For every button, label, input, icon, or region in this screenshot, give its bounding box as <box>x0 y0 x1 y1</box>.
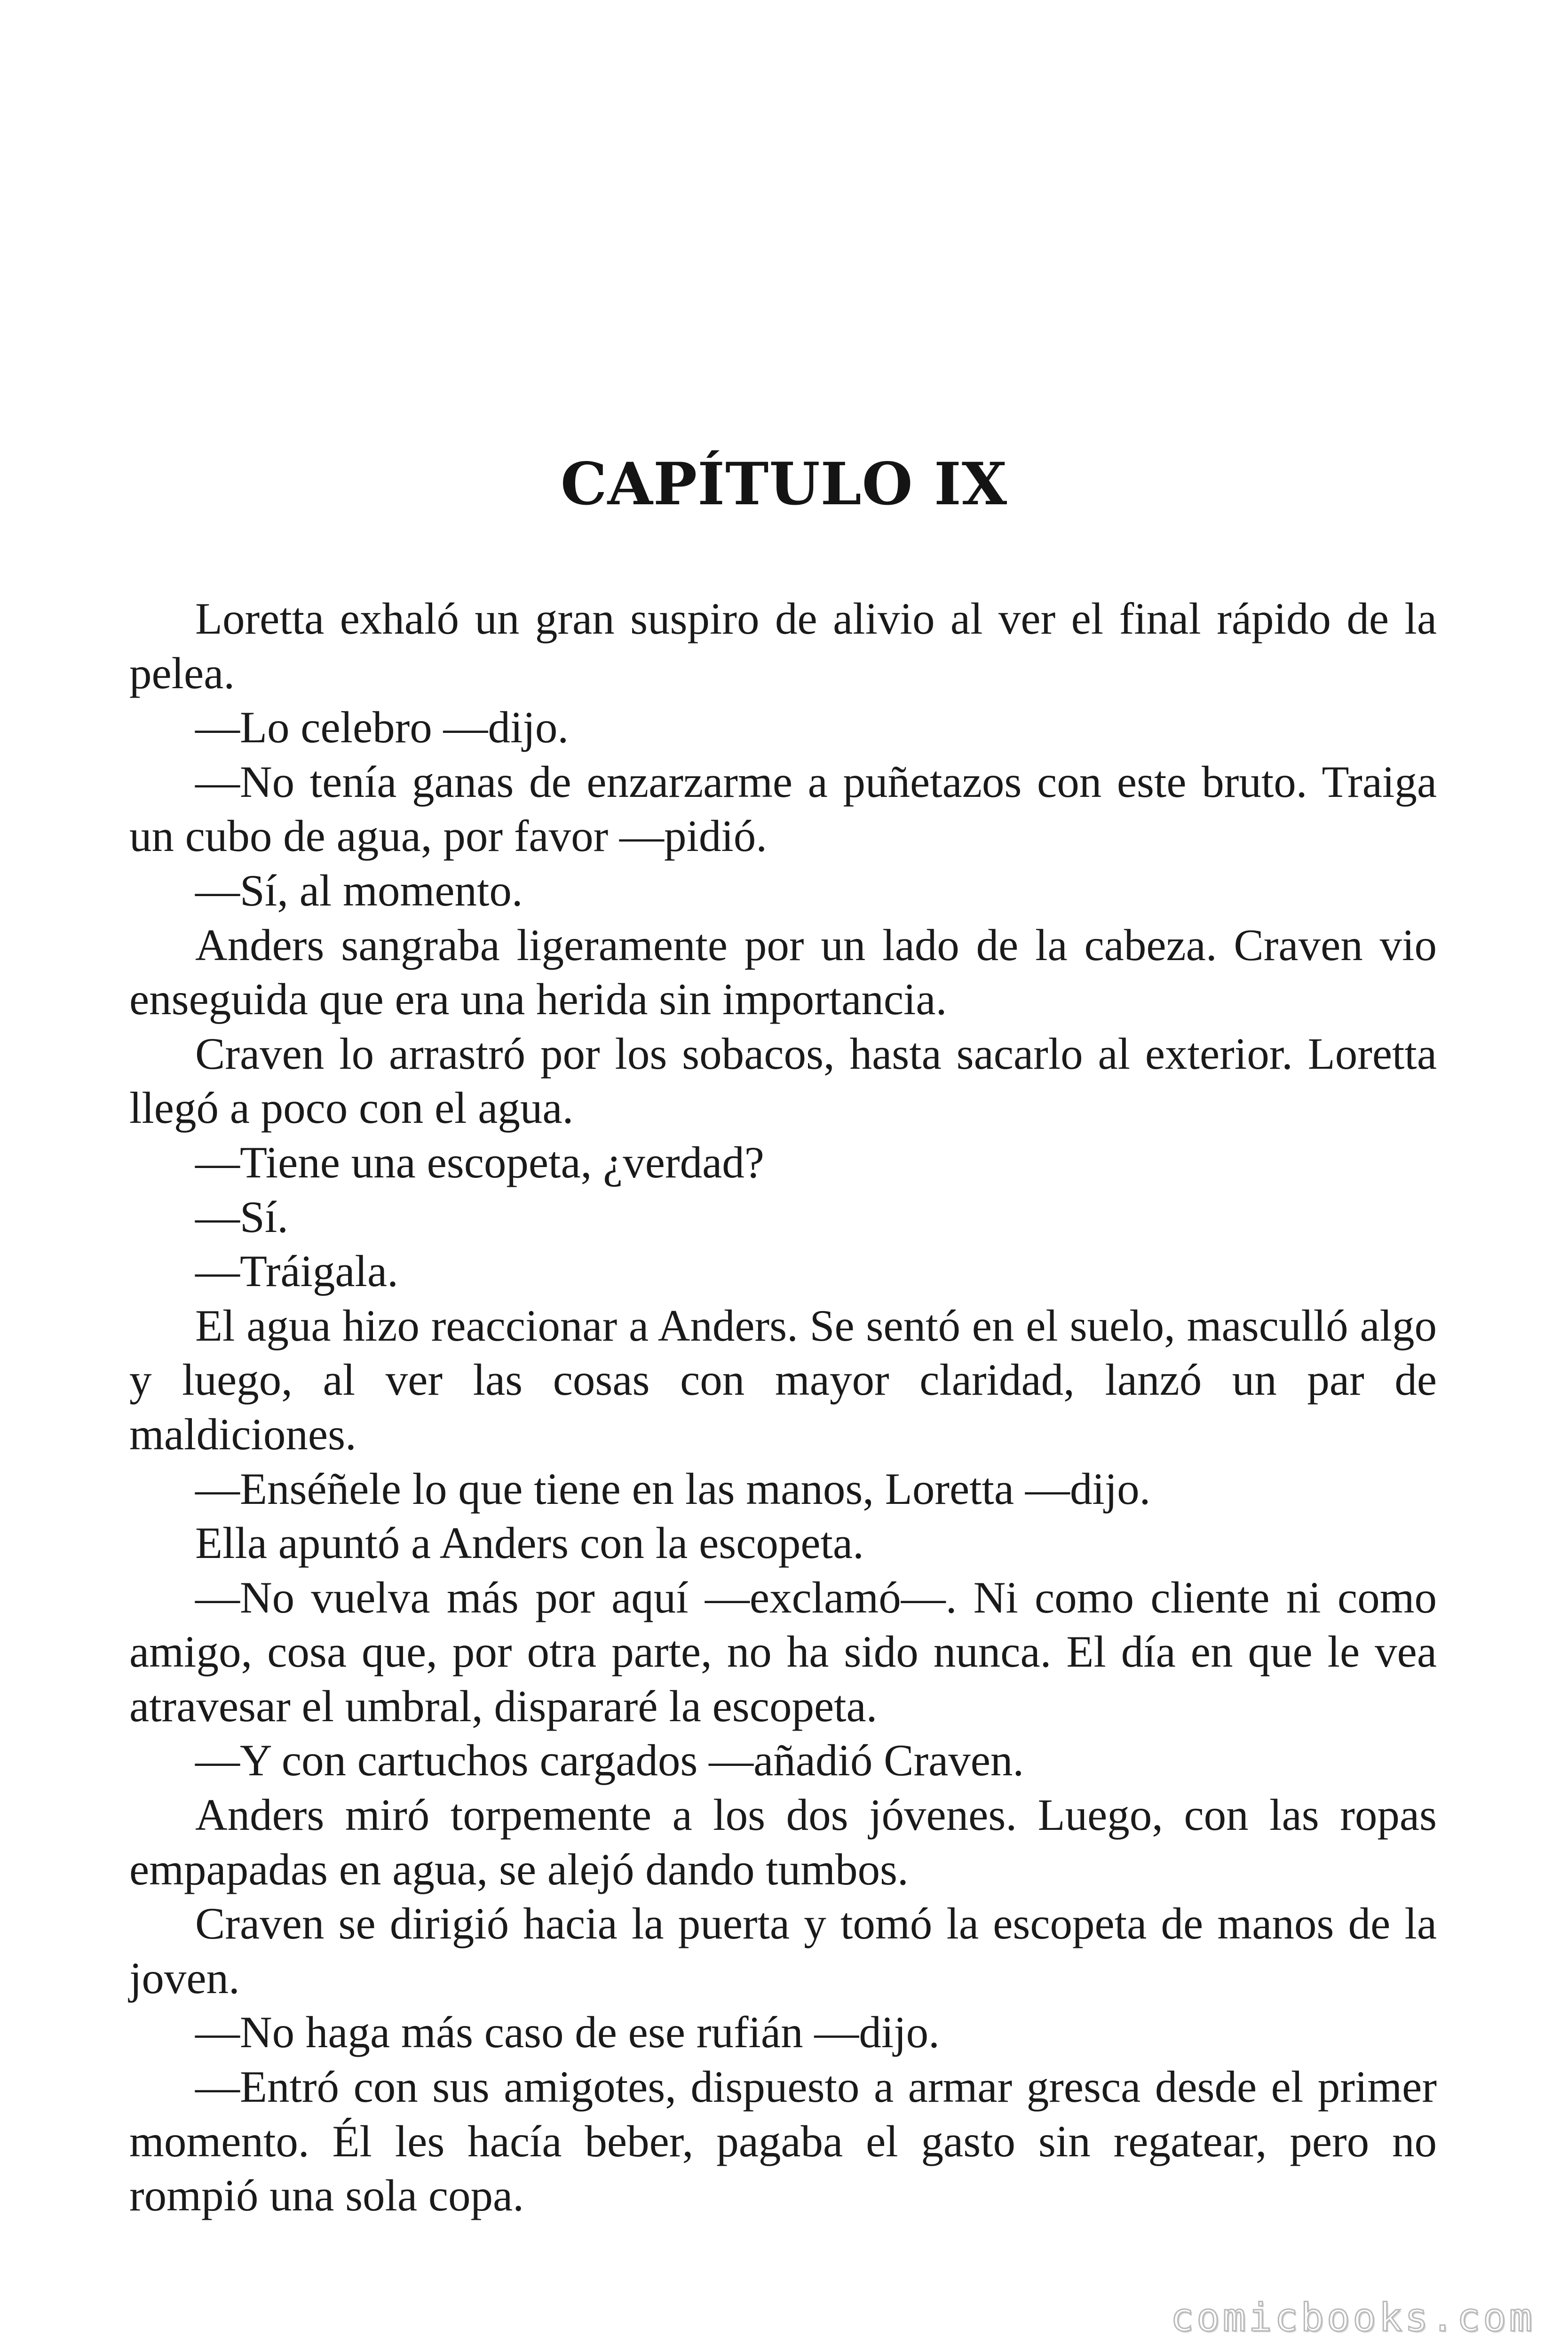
paragraph: —Lo celebro —dijo. <box>195 702 569 753</box>
chapter-title: CAPÍTULO IX <box>560 450 1008 518</box>
paragraph: —Tiene una escopeta, ¿verdad? <box>195 1137 764 1187</box>
paragraph: —Y con cartuchos cargados —añadió Craven. <box>195 1735 1024 1786</box>
paragraph: —Entró con sus amigotes, dispuesto a armar gresca desde el primer momento. Él les hacía beber, pagaba el gasto sin regatear, pero no rompió una sola copa. <box>129 2062 1437 2221</box>
paragraph: —Sí. <box>195 1192 288 1242</box>
paragraph: Ella apuntó a Anders con la escopeta. <box>195 1518 864 1568</box>
paragraph: Anders sangraba ligeramente por un lado de la cabeza. Craven vio enseguida que era una herida sin importancia. <box>129 920 1437 1025</box>
paragraph: Anders miró torpemente a los dos jóvenes. Luego, con las ropas empapadas en agua, se alejó dando tumbos. <box>129 1790 1437 1894</box>
chapter-text <box>129 592 1437 2223</box>
paragraph: Craven lo arrastró por los sobacos, hasta sacarlo al exterior. Loretta llegó a poco con el agua. <box>129 1028 1437 1133</box>
paragraph: Loretta exhaló un gran suspiro de alivio al ver el final rápido de la pelea. <box>129 594 1437 698</box>
paragraph: —Tráigala. <box>195 1246 398 1296</box>
watermark: comicbooks.com <box>1170 2296 1535 2340</box>
paragraph: El agua hizo reaccionar a Anders. Se sentó en el suelo, masculló algo y luego, al ver las cosas con mayor claridad, lanzó un par de maldiciones. <box>129 1300 1437 1459</box>
paragraph: —No haga más caso de ese rufián —dijo. <box>195 2007 940 2058</box>
paragraph: —No tenía ganas de enzarzarme a puñetazos con este bruto. Traiga un cubo de agua, por favor —pidió. <box>129 756 1437 861</box>
paragraph: Craven se dirigió hacia la puerta y tomó la escopeta de manos de la joven. <box>129 1899 1437 2003</box>
paragraph: —Enséñele lo que tiene en las manos, Loretta —dijo. <box>195 1463 1151 1514</box>
paragraph: —Sí, al momento. <box>195 865 523 915</box>
paragraph: —No vuelva más por aquí —exclamó—. Ni como cliente ni como amigo, cosa que, por otra parte, no ha sido nunca. El día en que le vea atravesar el umbral, dispararé la escopeta. <box>129 1572 1437 1731</box>
